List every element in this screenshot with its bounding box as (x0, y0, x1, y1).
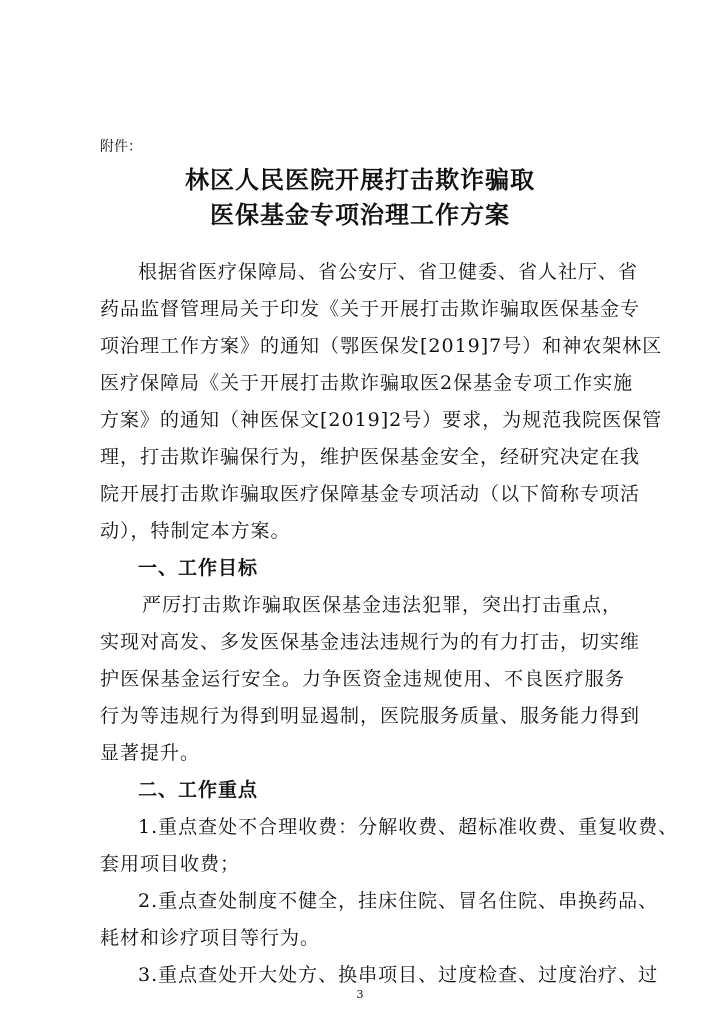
intro-line-6: 理，打击欺诈骗保行为，维护医保基金安全，经研究决定在我 (100, 446, 641, 468)
section-1-line-2: 实现对高发、多发医保基金违法违规行为的有力打击，切实维 (100, 631, 641, 653)
section-1-line-4: 行为等违规行为得到明显遏制，医院服务质量、服务能力得到 (100, 705, 641, 727)
section-2-item-2-line-1: 2.重点查处制度不健全，挂床住院、冒名住院、串换药品、 (138, 890, 659, 912)
document-title-line-2: 医保基金专项治理工作方案 (210, 200, 510, 229)
attachment-label: 附件： (100, 139, 142, 155)
intro-line-8: 动），特制定本方案。 (100, 520, 291, 542)
intro-line-2: 药品监督管理局关于印发《关于开展打击欺诈骗取医保基金专 (100, 298, 641, 320)
section-1-heading: 一、工作目标 (138, 557, 259, 579)
section-2-item-1-line-1: 1.重点查处不合理收费：分解收费、超标准收费、重复收费、 (138, 816, 679, 838)
section-1-line-5: 显著提升。 (100, 742, 201, 764)
intro-line-7: 院开展打击欺诈骗取医疗保障基金专项活动（以下简称专项活 (100, 483, 641, 505)
intro-line-4: 医疗保障局《关于开展打击欺诈骗取医2保基金专项工作实施 (100, 372, 634, 394)
intro-line-1: 根据省医疗保障局、省公安厅、省卫健委、省人社厅、省 (138, 261, 639, 283)
section-2-item-2-line-2: 耗材和诊疗项目等行为。 (100, 927, 321, 949)
section-2-item-1-line-2: 套用项目收费； (100, 853, 241, 875)
section-2-heading: 二、工作重点 (138, 779, 259, 801)
section-2-item-3-line-1: 3.重点查处开大处方、换串项目、过度检查、过度治疗、过 (138, 964, 659, 986)
page-number: 3 (356, 988, 364, 1001)
intro-line-5: 方案》的通知（神医保文[2019]2号）要求，为规范我院医保管 (100, 409, 663, 431)
document-title-line-1: 林区人民医院开展打击欺诈骗取 (185, 165, 535, 194)
section-1-line-1: 严厉打击欺诈骗取医保基金违法犯罪，突出打击重点， (142, 594, 623, 616)
section-1-line-3: 护医保基金运行安全。力争医资金违规使用、不良医疗服务 (100, 668, 625, 690)
intro-line-3: 项治理工作方案》的通知（鄂医保发[2019]7号）和神农架林区 (100, 335, 663, 357)
